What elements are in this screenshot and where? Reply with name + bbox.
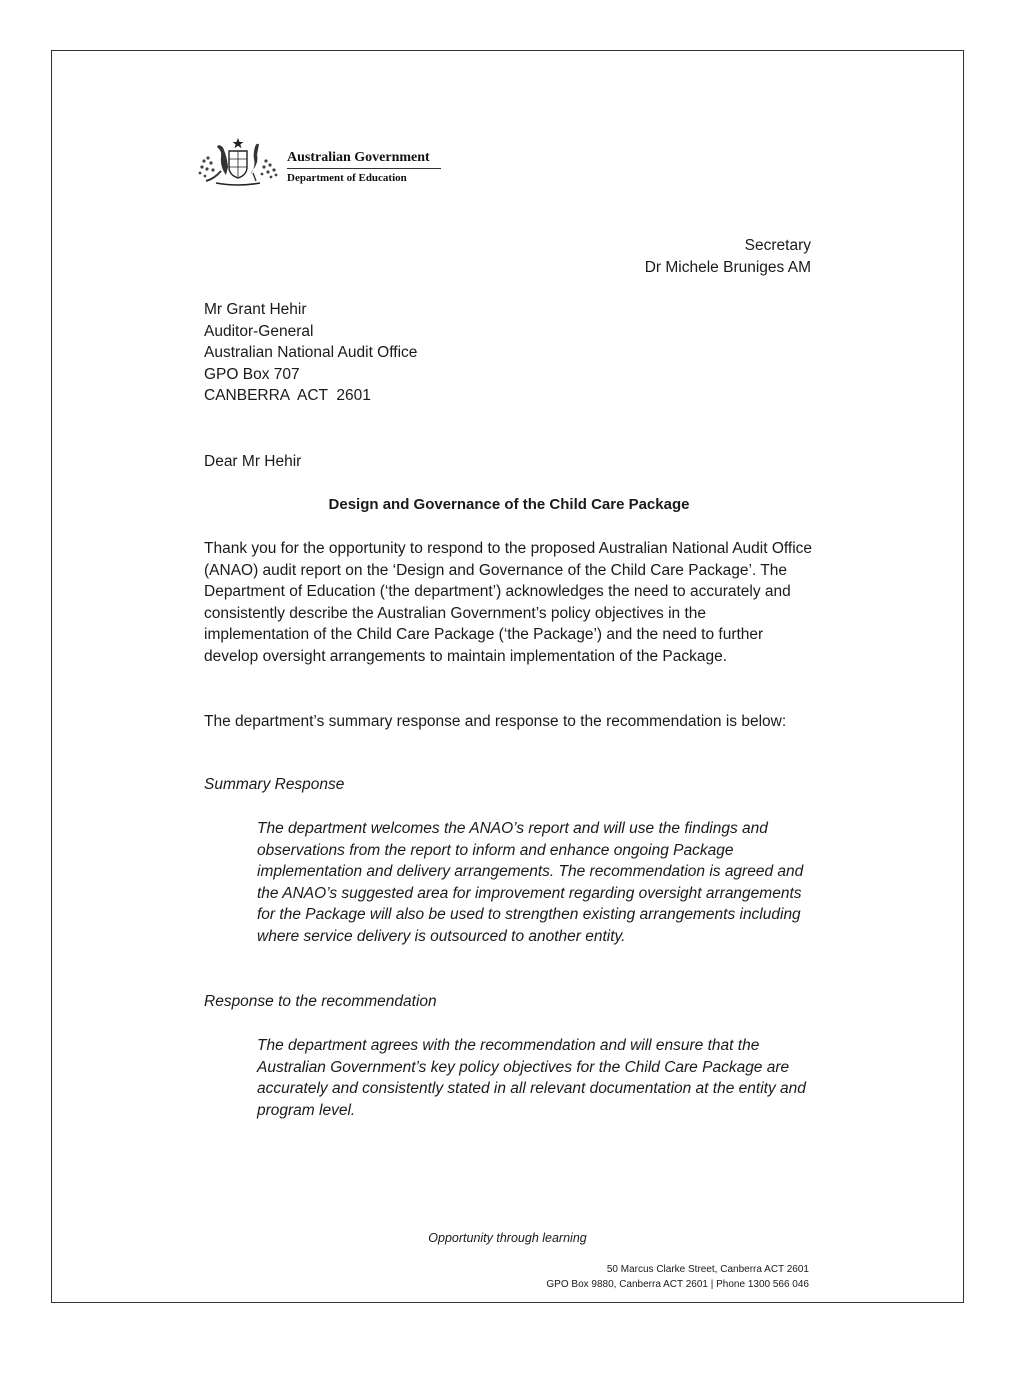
letterhead-logo [196,137,456,189]
footer-motto: Opportunity through learning [428,1231,587,1245]
summary-response-heading: Summary Response [204,776,345,793]
footer-address-line-1: 50 Marcus Clarke Street, Canberra ACT 2601 [606,1264,809,1275]
sender-name: Dr Michele Bruniges AM [644,259,811,276]
recipient-city: CANBERRA ACT 2601 [204,387,371,404]
recipient-address [204,299,417,407]
recipient-organisation: Australian National Audit Office [204,344,418,361]
letter-subject: Design and Governance of the Child Care Package [328,496,690,513]
letterhead-divider [287,168,441,169]
summary-response-text: The department welcomes the ANAO’s report and will use the findings and observations from the report to inform and enhance ongoing Package implementation and delivery arrangements. The recommendation is agreed and the ANAO’s suggested area for improvement regarding oversight arrangements for the Package will also be used to strengthen existing arrangements including where service delivery is outsourced to another entity. [257,820,804,945]
letterhead-government: Australian Government [287,150,430,165]
body-paragraph-1: Thank you for the opportunity to respond to the proposed Australian National Audit Office (ANAO) audit report on the ‘Design and Governance of the Child Care Package’. The Department of Education (‘the department’) acknowledges the need to accurately and consistently describe the Australian Government’s policy objectives in the implementation of the Child Care Package (‘the Package’) and the need to further develop oversight arrangements to maintain implementation of the Package. [204,540,813,665]
recommendation-response-text: The department agrees with the recommendation and will ensure that the Australian Government’s key policy objectives for the Child Care Package are accurately and consistently stated in all relevant documentation at the entity and program level. [257,1037,806,1119]
footer-address-line-2: GPO Box 9880, Canberra ACT 2601 | Phone 1300 566 046 [546,1279,809,1290]
salutation: Dear Mr Hehir [204,453,302,470]
coat-of-arms-icon [196,137,280,189]
sender-block [645,235,811,279]
footer-address [546,1262,809,1292]
recipient-po-box: GPO Box 707 [204,365,300,383]
letterhead-department: Department of Education [287,172,407,184]
recipient-name: Mr Grant Hehir [204,301,307,318]
body-paragraph-2: The department’s summary response and response to the recommendation is below: [204,713,787,730]
recommendation-response-heading: Response to the recommendation [204,993,437,1010]
sender-title: Secretary [744,237,811,254]
recipient-position: Auditor-General [204,322,314,340]
